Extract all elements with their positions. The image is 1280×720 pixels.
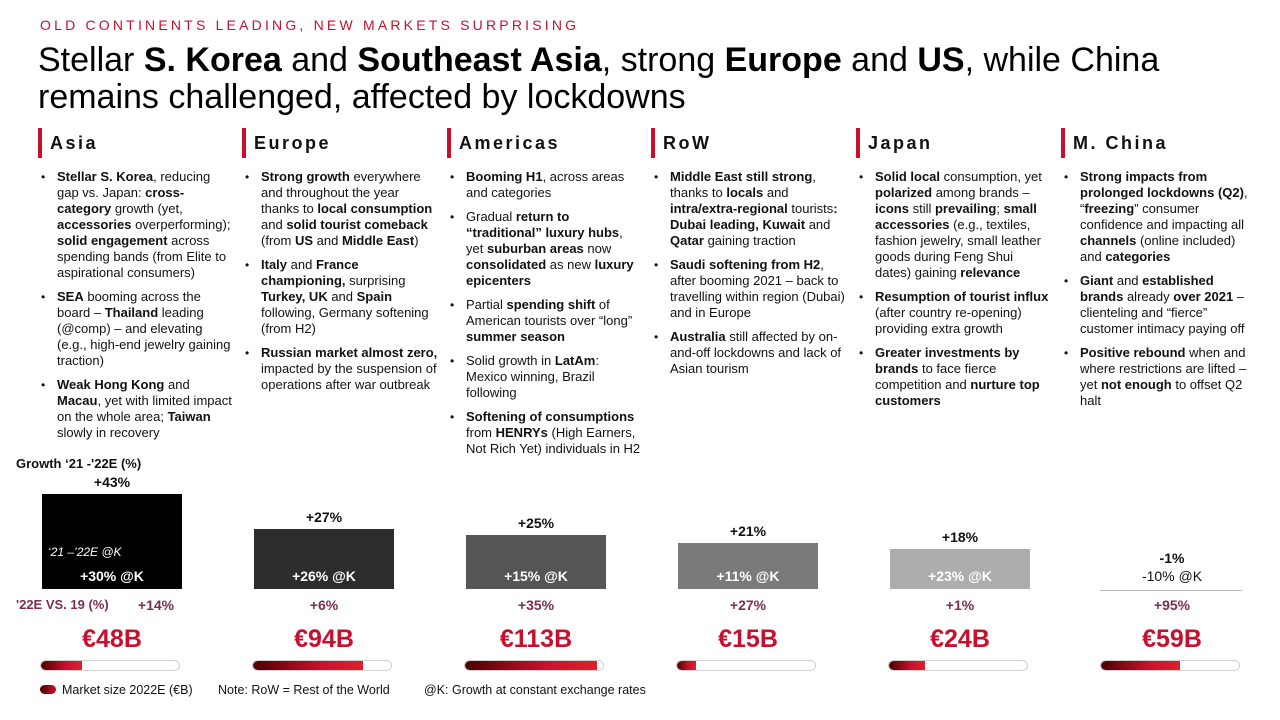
market-size-label: €113B	[499, 625, 573, 653]
bullet-item: • Giant and established brands already over 2021 – clienteling and “fierce” customer intimacy paying off	[1061, 273, 1257, 337]
market-size-fill	[1101, 661, 1180, 670]
vs19-value-label: +27%	[729, 597, 767, 613]
vs19-value-label: +14%	[137, 597, 175, 613]
region-column	[651, 128, 847, 385]
market-size-track	[252, 660, 392, 671]
bullet-list	[1061, 169, 1257, 409]
region-column	[1061, 128, 1257, 417]
bullet-item: • Positive rebound when and where restrictions are lifted – yet not enough to offset Q2 halt	[1061, 345, 1257, 409]
bullet-item: • Softening of consumptions from HENRYs (High Earners, Not Rich Yet) individuals in H2	[447, 409, 643, 457]
market-size-fill	[465, 661, 597, 670]
region-column	[38, 128, 234, 449]
bullet-item: • Partial spending shift of American tourists over “long” summer season	[447, 297, 643, 345]
market-size-label: €59B	[1142, 625, 1202, 653]
bullet-item: • Solid local consumption, yet polarized among brands – icons still prevailing; small accessories (e.g., textiles, fashion jewelry, small leather goods during Feng Shui dates) gaining relevance	[856, 169, 1052, 281]
region-header: M. China	[1061, 128, 1257, 158]
bullet-list	[651, 169, 847, 377]
region-header: RoW	[651, 128, 847, 158]
growth-k-label: +11% @K	[716, 568, 780, 584]
bullet-item: • Australia still affected by on-and-off lockdowns and lack of Asian tourism	[651, 329, 847, 377]
region-column	[242, 128, 438, 401]
market-size-label: €24B	[930, 625, 990, 653]
market-size-track	[676, 660, 816, 671]
footnote-k: @K: Growth at constant exchange rates	[424, 683, 646, 697]
bullet-item: • Middle East still strong, thanks to locals and intra/extra-regional tourists: Dubai leading, Kuwait and Qatar gaining traction	[651, 169, 847, 249]
legend-label: Market size 2022E (€B)	[62, 683, 193, 697]
vs19-value-label: +6%	[309, 597, 339, 613]
growth-k-label: +23% @K	[928, 568, 992, 584]
bullet-item: • Russian market almost zero, impacted by the suspension of operations after war outbreak	[242, 345, 438, 393]
growth-value-label: -1%	[1159, 550, 1185, 566]
growth-k-label: +26% @K	[292, 568, 356, 584]
growth-k-label: +15% @K	[504, 568, 568, 584]
growth-value-label: +27%	[305, 509, 343, 525]
growth-value-label: +43%	[93, 474, 131, 490]
market-size-fill	[889, 661, 925, 670]
market-size-label: €15B	[718, 625, 778, 653]
vs19-value-label: +95%	[1153, 597, 1191, 613]
market-size-fill	[677, 661, 696, 670]
bullet-item: • Resumption of tourist influx (after country re-opening) providing extra growth	[856, 289, 1052, 337]
growth-value-label: +18%	[941, 529, 979, 545]
growth-k-label: -10% @K	[1141, 568, 1203, 584]
vs19-value-label: +1%	[945, 597, 975, 613]
growth-value-label: +25%	[517, 515, 555, 531]
page-title: Stellar S. Korea and Southeast Asia, strong Europe and US, while China remains challenged, affected by lockdowns	[38, 41, 1160, 116]
bullet-item: • Weak Hong Kong and Macau, yet with limited impact on the whole area; Taiwan slowly in recovery	[38, 377, 234, 441]
bullet-item: • Stellar S. Korea, reducing gap vs. Japan: cross-category growth (yet, accessories overperforming); solid engagement across spending bands (from Elite to aspirational consumers)	[38, 169, 234, 281]
region-header: Europe	[242, 128, 438, 158]
bullet-item: • Strong impacts from prolonged lockdowns (Q2), “freezing” consumer confidence and impacting all channels (online included) and categories	[1061, 169, 1257, 265]
market-size-label: €94B	[294, 625, 354, 653]
market-size-track	[40, 660, 180, 671]
region-column	[447, 128, 643, 465]
market-size-fill	[41, 661, 82, 670]
vs19-value-label: +35%	[517, 597, 555, 613]
growth-value-label: +21%	[729, 523, 767, 539]
kicker: OLD CONTINENTS LEADING, NEW MARKETS SURPRISING	[40, 17, 580, 33]
market-size-track	[888, 660, 1028, 671]
bullet-list	[38, 169, 234, 441]
market-size-fill	[253, 661, 363, 670]
region-header: Asia	[38, 128, 234, 158]
market-size-track	[464, 660, 604, 671]
bullet-list	[856, 169, 1052, 409]
bullet-item: • Saudi softening from H2, after booming 2021 – back to travelling within region (Dubai) and in Europe	[651, 257, 847, 321]
footnote-row: Note: RoW = Rest of the World	[218, 683, 390, 697]
bullet-item: • SEA booming across the board – Thailand leading (@comp) – and elevating (e.g., high-end jewelry gaining traction)	[38, 289, 234, 369]
market-size-label: €48B	[82, 625, 142, 653]
bullet-item: • Italy and France championing, surprising Turkey, UK and Spain following, Germany softening (from H2)	[242, 257, 438, 337]
bullet-item: • Strong growth everywhere and throughout the year thanks to local consumption and solid tourist comeback (from US and Middle East)	[242, 169, 438, 249]
bullet-item: • Solid growth in LatAm: Mexico winning, Brazil following	[447, 353, 643, 401]
region-header: Japan	[856, 128, 1052, 158]
china-baseline	[1100, 590, 1242, 591]
bullet-list	[242, 169, 438, 393]
bullet-list	[447, 169, 643, 457]
region-header: Americas	[447, 128, 643, 158]
legend-swatch	[40, 685, 56, 694]
market-size-track	[1100, 660, 1240, 671]
growth-title: Growth ‘21 -'22E (%)	[16, 456, 142, 471]
bullet-item: • Greater investments by brands to face fierce competition and nurture top customers	[856, 345, 1052, 409]
bar-note: ‘21 –’22E @K	[48, 545, 122, 559]
growth-k-label: +30% @K	[80, 568, 144, 584]
bullet-item: • Booming H1, across areas and categories	[447, 169, 643, 201]
vs19-label: '22E VS. 19 (%)	[16, 597, 109, 612]
bullet-item: • Gradual return to “traditional” luxury hubs, yet suburban areas now consolidated as new luxury epicenters	[447, 209, 643, 289]
region-column	[856, 128, 1052, 417]
